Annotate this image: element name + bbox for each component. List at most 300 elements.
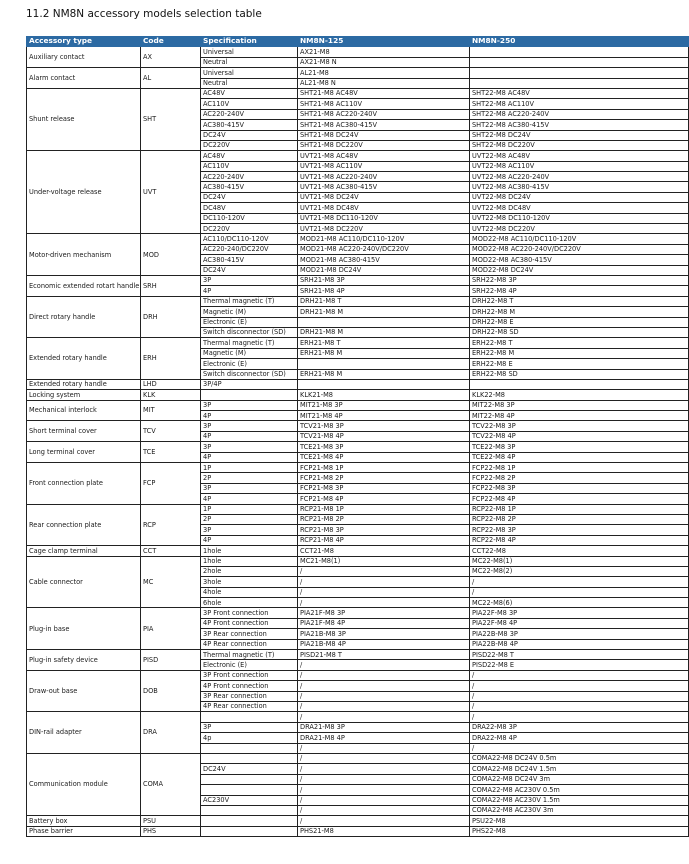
- nm8n-250-cell: PISD22-M8 T: [470, 650, 689, 660]
- specification-cell: [201, 390, 298, 400]
- code-cell: COMA: [141, 753, 201, 815]
- nm8n-125-cell: /: [298, 681, 470, 691]
- specification-cell: DC24V: [201, 130, 298, 140]
- code-cell: LHD: [141, 379, 201, 389]
- nm8n-250-cell: MOD22-M8 DC24V: [470, 265, 689, 275]
- col-header-nm8n-125: NM8N-125: [298, 37, 470, 47]
- nm8n-250-cell: RCP22-M8 1P: [470, 504, 689, 514]
- specification-cell: AC110/DC110-120V: [201, 234, 298, 244]
- specification-cell: 3P Rear connection: [201, 691, 298, 701]
- col-header-accessory-type: Accessory type: [27, 37, 141, 47]
- table-row: [27, 826, 689, 836]
- specification-cell: [201, 826, 298, 836]
- nm8n-250-cell: UVT22-M8 AC220-240V: [470, 172, 689, 182]
- nm8n-250-cell: TCV22-M8 4P: [470, 431, 689, 441]
- accessory-type-cell: Extended rotary handle: [27, 338, 141, 380]
- specification-cell: Thermal magnetic (T): [201, 338, 298, 348]
- nm8n-250-cell: ERH22-M8 E: [470, 359, 689, 369]
- accessory-type-cell: Battery box: [27, 816, 141, 826]
- nm8n-125-cell: /: [298, 587, 470, 597]
- specification-cell: AC110V: [201, 161, 298, 171]
- code-cell: KLK: [141, 390, 201, 400]
- specification-cell: Magnetic (M): [201, 348, 298, 358]
- nm8n-125-cell: PISD21-M8 T: [298, 650, 470, 660]
- nm8n-125-cell: UVT21-M8 DC220V: [298, 224, 470, 234]
- nm8n-125-cell: MC21-M8(1): [298, 556, 470, 566]
- specification-cell: 4p: [201, 733, 298, 743]
- nm8n-125-cell: /: [298, 598, 470, 608]
- specification-cell: 4P: [201, 535, 298, 545]
- code-cell: UVT: [141, 151, 201, 234]
- specification-cell: AC48V: [201, 88, 298, 98]
- nm8n-125-cell: PIA21F-M8 3P: [298, 608, 470, 618]
- nm8n-250-cell: FCP22-M8 1P: [470, 463, 689, 473]
- nm8n-250-cell: UVT22-M8 AC110V: [470, 161, 689, 171]
- nm8n-125-cell: SHT21-M8 DC220V: [298, 140, 470, 150]
- nm8n-250-cell: UVT22-M8 AC380-415V: [470, 182, 689, 192]
- table-row: [27, 296, 689, 306]
- nm8n-125-cell: TCV21-M8 3P: [298, 421, 470, 431]
- nm8n-125-cell: SHT21-M8 AC48V: [298, 88, 470, 98]
- specification-cell: 6hole: [201, 598, 298, 608]
- nm8n-125-cell: KLK21-M8: [298, 390, 470, 400]
- accessory-type-cell: Economic extended rotart handle: [27, 275, 141, 296]
- nm8n-250-cell: /: [470, 712, 689, 722]
- specification-cell: 2P: [201, 514, 298, 524]
- code-cell: MC: [141, 556, 201, 608]
- nm8n-125-cell: RCP21-M8 4P: [298, 535, 470, 545]
- table-row: [27, 753, 689, 763]
- nm8n-125-cell: AX21-M8 N: [298, 57, 470, 67]
- table-body: [27, 47, 689, 837]
- code-cell: DRA: [141, 712, 201, 754]
- specification-cell: DC220V: [201, 140, 298, 150]
- nm8n-125-cell: /: [298, 691, 470, 701]
- nm8n-125-cell: DRA21-M8 4P: [298, 733, 470, 743]
- nm8n-125-cell: FCP21-M8 2P: [298, 473, 470, 483]
- nm8n-250-cell: /: [470, 743, 689, 753]
- nm8n-125-cell: FCP21-M8 3P: [298, 483, 470, 493]
- nm8n-250-cell: PIA22B-M8 4P: [470, 639, 689, 649]
- code-cell: CCT: [141, 546, 201, 556]
- nm8n-250-cell: /: [470, 691, 689, 701]
- specification-cell: AC380-415V: [201, 255, 298, 265]
- nm8n-250-cell: UVT22-M8 DC48V: [470, 203, 689, 213]
- nm8n-250-cell: UVT22-M8 AC48V: [470, 151, 689, 161]
- nm8n-250-cell: UVT22-M8 DC110-120V: [470, 213, 689, 223]
- code-cell: AX: [141, 47, 201, 68]
- specification-cell: AC380-415V: [201, 120, 298, 130]
- table-row: [27, 442, 689, 452]
- nm8n-250-cell: FCP22-M8 2P: [470, 473, 689, 483]
- specification-cell: AC220-240V: [201, 172, 298, 182]
- nm8n-125-cell: DRH21-M8 M: [298, 307, 470, 317]
- table-row: [27, 546, 689, 556]
- nm8n-250-cell: MIT22-M8 4P: [470, 411, 689, 421]
- specification-cell: 4P: [201, 286, 298, 296]
- nm8n-125-cell: ERH21-M8 M: [298, 348, 470, 358]
- nm8n-250-cell: ERH22-M8 M: [470, 348, 689, 358]
- nm8n-125-cell: MOD21-M8 AC110/DC110-120V: [298, 234, 470, 244]
- accessory-type-cell: Cable connector: [27, 556, 141, 608]
- specification-cell: [201, 753, 298, 763]
- specification-cell: 4P: [201, 494, 298, 504]
- nm8n-125-cell: PIA21F-M8 4P: [298, 618, 470, 628]
- nm8n-250-cell: SHT22-M8 AC380-415V: [470, 120, 689, 130]
- nm8n-250-cell: /: [470, 702, 689, 712]
- table-row: [27, 275, 689, 285]
- accessory-type-cell: Alarm contact: [27, 68, 141, 89]
- nm8n-125-cell: /: [298, 577, 470, 587]
- accessory-type-cell: Motor-driven mechanism: [27, 234, 141, 276]
- nm8n-125-cell: [298, 317, 470, 327]
- specification-cell: DC24V: [201, 265, 298, 275]
- nm8n-250-cell: DRH22-M8 SD: [470, 327, 689, 337]
- nm8n-125-cell: UVT21-M8 DC24V: [298, 192, 470, 202]
- nm8n-250-cell: MC22-M8(6): [470, 598, 689, 608]
- specification-cell: AC230V: [201, 795, 298, 805]
- nm8n-250-cell: PIA22F-M8 4P: [470, 618, 689, 628]
- specification-cell: AC220-240/DC220V: [201, 244, 298, 254]
- specification-cell: DC24V: [201, 192, 298, 202]
- specification-cell: 3P: [201, 483, 298, 493]
- specification-cell: 3P: [201, 525, 298, 535]
- col-header-nm8n-250: NM8N-250: [470, 37, 689, 47]
- nm8n-250-cell: RCP22-M8 3P: [470, 525, 689, 535]
- specification-cell: 3P Rear connection: [201, 629, 298, 639]
- nm8n-125-cell: /: [298, 785, 470, 795]
- nm8n-125-cell: MIT21-M8 3P: [298, 400, 470, 410]
- nm8n-250-cell: UVT22-M8 DC24V: [470, 192, 689, 202]
- code-cell: AL: [141, 68, 201, 89]
- specification-cell: [201, 743, 298, 753]
- accessory-type-cell: Plug-in base: [27, 608, 141, 650]
- nm8n-125-cell: /: [298, 805, 470, 815]
- specification-cell: 1hole: [201, 546, 298, 556]
- nm8n-250-cell: MOD22-M8 AC380-415V: [470, 255, 689, 265]
- table-header-row: [27, 37, 689, 47]
- accessory-type-cell: Phase barrier: [27, 826, 141, 836]
- specification-cell: Neutral: [201, 57, 298, 67]
- specification-cell: 4P Rear connection: [201, 639, 298, 649]
- nm8n-250-cell: COMA22-M8 AC230V 0.5m: [470, 785, 689, 795]
- nm8n-250-cell: SRH22-M8 3P: [470, 275, 689, 285]
- accessory-type-cell: Cage clamp terminal: [27, 546, 141, 556]
- code-cell: PIA: [141, 608, 201, 650]
- nm8n-250-cell: KLK22-M8: [470, 390, 689, 400]
- nm8n-125-cell: TCV21-M8 4P: [298, 431, 470, 441]
- table-row: [27, 338, 689, 348]
- nm8n-125-cell: ERH21-M8 M: [298, 369, 470, 379]
- nm8n-125-cell: AX21-M8: [298, 47, 470, 57]
- nm8n-125-cell: /: [298, 816, 470, 826]
- code-cell: TCV: [141, 421, 201, 442]
- nm8n-125-cell: SHT21-M8 DC24V: [298, 130, 470, 140]
- table-row: [27, 379, 689, 389]
- accessory-type-cell: Plug-in safety device: [27, 650, 141, 671]
- nm8n-125-cell: SHT21-M8 AC110V: [298, 99, 470, 109]
- table-row: [27, 68, 689, 78]
- nm8n-125-cell: UVT21-M8 DC48V: [298, 203, 470, 213]
- table-row: [27, 556, 689, 566]
- specification-cell: [201, 712, 298, 722]
- code-cell: MOD: [141, 234, 201, 276]
- code-cell: DRH: [141, 296, 201, 338]
- nm8n-125-cell: FCP21-M8 4P: [298, 494, 470, 504]
- accessory-type-cell: Extended rotary handle: [27, 379, 141, 389]
- accessory-type-cell: Draw-out base: [27, 670, 141, 712]
- nm8n-125-cell: CCT21-M8: [298, 546, 470, 556]
- specification-cell: 4P Rear connection: [201, 702, 298, 712]
- nm8n-250-cell: MOD22-M8 AC220-240V/DC220V: [470, 244, 689, 254]
- accessory-type-cell: Under-voltage release: [27, 151, 141, 234]
- code-cell: MIT: [141, 400, 201, 421]
- nm8n-250-cell: TCV22-M8 3P: [470, 421, 689, 431]
- table-row: [27, 650, 689, 660]
- table-row: [27, 234, 689, 244]
- nm8n-250-cell: /: [470, 681, 689, 691]
- code-cell: FCP: [141, 463, 201, 505]
- specification-cell: Switch disconnector (SD): [201, 327, 298, 337]
- nm8n-250-cell: [470, 68, 689, 78]
- nm8n-125-cell: SRH21-M8 3P: [298, 275, 470, 285]
- nm8n-250-cell: /: [470, 577, 689, 587]
- nm8n-125-cell: SHT21-M8 AC220-240V: [298, 109, 470, 119]
- nm8n-250-cell: PSU22-M8: [470, 816, 689, 826]
- nm8n-125-cell: /: [298, 764, 470, 774]
- specification-cell: [201, 785, 298, 795]
- nm8n-250-cell: [470, 379, 689, 389]
- nm8n-250-cell: TCE22-M8 4P: [470, 452, 689, 462]
- specification-cell: 4P Front connection: [201, 618, 298, 628]
- nm8n-250-cell: FCP22-M8 3P: [470, 483, 689, 493]
- nm8n-250-cell: RCP22-M8 4P: [470, 535, 689, 545]
- page-title: 11.2 NM8N accessory models selection table: [26, 8, 262, 20]
- nm8n-250-cell: DRH22-M8 E: [470, 317, 689, 327]
- specification-cell: DC220V: [201, 224, 298, 234]
- specification-cell: AC380-415V: [201, 182, 298, 192]
- table-row: [27, 400, 689, 410]
- nm8n-250-cell: CCT22-M8: [470, 546, 689, 556]
- specification-cell: 1hole: [201, 556, 298, 566]
- specification-cell: 3P: [201, 442, 298, 452]
- specification-cell: 4P: [201, 411, 298, 421]
- nm8n-125-cell: UVT21-M8 AC220-240V: [298, 172, 470, 182]
- nm8n-250-cell: COMA22-M8 DC24V 3m: [470, 774, 689, 784]
- nm8n-250-cell: MIT22-M8 3P: [470, 400, 689, 410]
- nm8n-125-cell: FCP21-M8 1P: [298, 463, 470, 473]
- table-row: [27, 504, 689, 514]
- nm8n-125-cell: /: [298, 660, 470, 670]
- nm8n-250-cell: MC22-M8(1): [470, 556, 689, 566]
- code-cell: PHS: [141, 826, 201, 836]
- nm8n-125-cell: RCP21-M8 3P: [298, 525, 470, 535]
- table-row: [27, 712, 689, 722]
- nm8n-250-cell: [470, 47, 689, 57]
- nm8n-250-cell: COMA22-M8 DC24V 1.5m: [470, 764, 689, 774]
- nm8n-125-cell: AL21-M8: [298, 68, 470, 78]
- nm8n-125-cell: /: [298, 774, 470, 784]
- specification-cell: Thermal magnetic (T): [201, 650, 298, 660]
- code-cell: PSU: [141, 816, 201, 826]
- nm8n-125-cell: PHS21-M8: [298, 826, 470, 836]
- specification-cell: [201, 805, 298, 815]
- nm8n-250-cell: SHT22-M8 DC24V: [470, 130, 689, 140]
- specification-cell: Magnetic (M): [201, 307, 298, 317]
- accessory-type-cell: Short terminal cover: [27, 421, 141, 442]
- specification-cell: DC48V: [201, 203, 298, 213]
- nm8n-250-cell: MC22-M8(2): [470, 566, 689, 576]
- nm8n-125-cell: UVT21-M8 AC380-415V: [298, 182, 470, 192]
- accessory-type-cell: Auxiliary contact: [27, 47, 141, 68]
- nm8n-250-cell: SHT22-M8 AC48V: [470, 88, 689, 98]
- specification-cell: 1P: [201, 504, 298, 514]
- nm8n-125-cell: [298, 359, 470, 369]
- nm8n-125-cell: /: [298, 743, 470, 753]
- nm8n-250-cell: DRH22-M8 M: [470, 307, 689, 317]
- nm8n-250-cell: /: [470, 587, 689, 597]
- nm8n-250-cell: [470, 78, 689, 88]
- specification-cell: 3hole: [201, 577, 298, 587]
- specification-cell: 3P: [201, 421, 298, 431]
- nm8n-125-cell: SHT21-M8 AC380-415V: [298, 120, 470, 130]
- nm8n-125-cell: UVT21-M8 DC110-120V: [298, 213, 470, 223]
- code-cell: TCE: [141, 442, 201, 463]
- table-row: [27, 421, 689, 431]
- nm8n-250-cell: COMA22-M8 AC230V 1.5m: [470, 795, 689, 805]
- code-cell: ERH: [141, 338, 201, 380]
- specification-cell: Neutral: [201, 78, 298, 88]
- specification-cell: Switch disconnector (SD): [201, 369, 298, 379]
- nm8n-125-cell: SRH21-M8 4P: [298, 286, 470, 296]
- specification-cell: 4P: [201, 452, 298, 462]
- nm8n-125-cell: TCE21-M8 4P: [298, 452, 470, 462]
- nm8n-250-cell: DRA22-M8 4P: [470, 733, 689, 743]
- nm8n-125-cell: AL21-M8 N: [298, 78, 470, 88]
- specification-cell: DC110-120V: [201, 213, 298, 223]
- nm8n-250-cell: ERH22-M8 SD: [470, 369, 689, 379]
- nm8n-250-cell: SRH22-M8 4P: [470, 286, 689, 296]
- nm8n-250-cell: COMA22-M8 DC24V 0.5m: [470, 753, 689, 763]
- accessory-type-cell: Direct rotary handle: [27, 296, 141, 338]
- specification-cell: Universal: [201, 68, 298, 78]
- nm8n-250-cell: UVT22-M8 DC220V: [470, 224, 689, 234]
- nm8n-250-cell: SHT22-M8 AC220-240V: [470, 109, 689, 119]
- nm8n-125-cell: TCE21-M8 3P: [298, 442, 470, 452]
- specification-cell: 4hole: [201, 587, 298, 597]
- code-cell: SRH: [141, 275, 201, 296]
- nm8n-250-cell: RCP22-M8 2P: [470, 514, 689, 524]
- accessory-type-cell: Locking system: [27, 390, 141, 400]
- nm8n-250-cell: DRH22-M8 T: [470, 296, 689, 306]
- nm8n-250-cell: FCP22-M8 4P: [470, 494, 689, 504]
- accessory-type-cell: Rear connection plate: [27, 504, 141, 546]
- specification-cell: [201, 816, 298, 826]
- specification-cell: Electronic (E): [201, 317, 298, 327]
- nm8n-250-cell: DRA22-M8 3P: [470, 722, 689, 732]
- nm8n-125-cell: /: [298, 702, 470, 712]
- specification-cell: 4P: [201, 431, 298, 441]
- nm8n-250-cell: PIA22F-M8 3P: [470, 608, 689, 618]
- nm8n-125-cell: UVT21-M8 AC48V: [298, 151, 470, 161]
- nm8n-250-cell: ERH22-M8 T: [470, 338, 689, 348]
- nm8n-125-cell: DRA21-M8 3P: [298, 722, 470, 732]
- accessory-selection-table: [26, 36, 689, 837]
- specification-cell: 2hole: [201, 566, 298, 576]
- specification-cell: AC110V: [201, 99, 298, 109]
- table-row: [27, 88, 689, 98]
- specification-cell: 3P: [201, 275, 298, 285]
- nm8n-125-cell: MOD21-M8 AC380-415V: [298, 255, 470, 265]
- specification-cell: 3P: [201, 400, 298, 410]
- specification-cell: Electronic (E): [201, 660, 298, 670]
- nm8n-250-cell: /: [470, 670, 689, 680]
- specification-cell: AC220-240V: [201, 109, 298, 119]
- specification-cell: 4P Front connection: [201, 681, 298, 691]
- specification-cell: 2P: [201, 473, 298, 483]
- specification-cell: AC48V: [201, 151, 298, 161]
- accessory-type-cell: DIN-rail adapter: [27, 712, 141, 754]
- table-row: [27, 151, 689, 161]
- code-cell: RCP: [141, 504, 201, 546]
- specification-cell: Electronic (E): [201, 359, 298, 369]
- col-header-specification: Specification: [201, 37, 298, 47]
- specification-cell: Universal: [201, 47, 298, 57]
- code-cell: PISD: [141, 650, 201, 671]
- nm8n-125-cell: /: [298, 712, 470, 722]
- nm8n-125-cell: MOD21-M8 DC24V: [298, 265, 470, 275]
- accessory-type-cell: Shunt release: [27, 88, 141, 150]
- nm8n-125-cell: DRH21-M8 M: [298, 327, 470, 337]
- col-header-code: Code: [141, 37, 201, 47]
- nm8n-125-cell: /: [298, 566, 470, 576]
- nm8n-250-cell: PHS22-M8: [470, 826, 689, 836]
- table-row: [27, 390, 689, 400]
- nm8n-250-cell: SHT22-M8 DC220V: [470, 140, 689, 150]
- table-row: [27, 670, 689, 680]
- nm8n-125-cell: UVT21-M8 AC110V: [298, 161, 470, 171]
- specification-cell: Thermal magnetic (T): [201, 296, 298, 306]
- nm8n-125-cell: PIA21B-M8 3P: [298, 629, 470, 639]
- nm8n-250-cell: PIA22B-M8 3P: [470, 629, 689, 639]
- accessory-type-cell: Mechanical interlock: [27, 400, 141, 421]
- nm8n-250-cell: TCE22-M8 3P: [470, 442, 689, 452]
- nm8n-125-cell: RCP21-M8 2P: [298, 514, 470, 524]
- nm8n-125-cell: [298, 379, 470, 389]
- nm8n-125-cell: MOD21-M8 AC220-240V/DC220V: [298, 244, 470, 254]
- nm8n-250-cell: [470, 57, 689, 67]
- nm8n-125-cell: /: [298, 753, 470, 763]
- nm8n-125-cell: /: [298, 795, 470, 805]
- table-row: [27, 47, 689, 57]
- nm8n-125-cell: PIA21B-M8 4P: [298, 639, 470, 649]
- specification-cell: 1P: [201, 463, 298, 473]
- nm8n-250-cell: SHT22-M8 AC110V: [470, 99, 689, 109]
- nm8n-125-cell: MIT21-M8 4P: [298, 411, 470, 421]
- accessory-type-cell: Front connection plate: [27, 463, 141, 505]
- accessory-type-cell: Communication module: [27, 753, 141, 815]
- nm8n-250-cell: MOD22-M8 AC110/DC110-120V: [470, 234, 689, 244]
- code-cell: DOB: [141, 670, 201, 712]
- specification-cell: 3P Front connection: [201, 608, 298, 618]
- nm8n-125-cell: RCP21-M8 1P: [298, 504, 470, 514]
- specification-cell: 3P Front connection: [201, 670, 298, 680]
- nm8n-250-cell: PISD22-M8 E: [470, 660, 689, 670]
- table-row: [27, 608, 689, 618]
- specification-cell: 3P/4P: [201, 379, 298, 389]
- code-cell: SHT: [141, 88, 201, 150]
- nm8n-125-cell: DRH21-M8 T: [298, 296, 470, 306]
